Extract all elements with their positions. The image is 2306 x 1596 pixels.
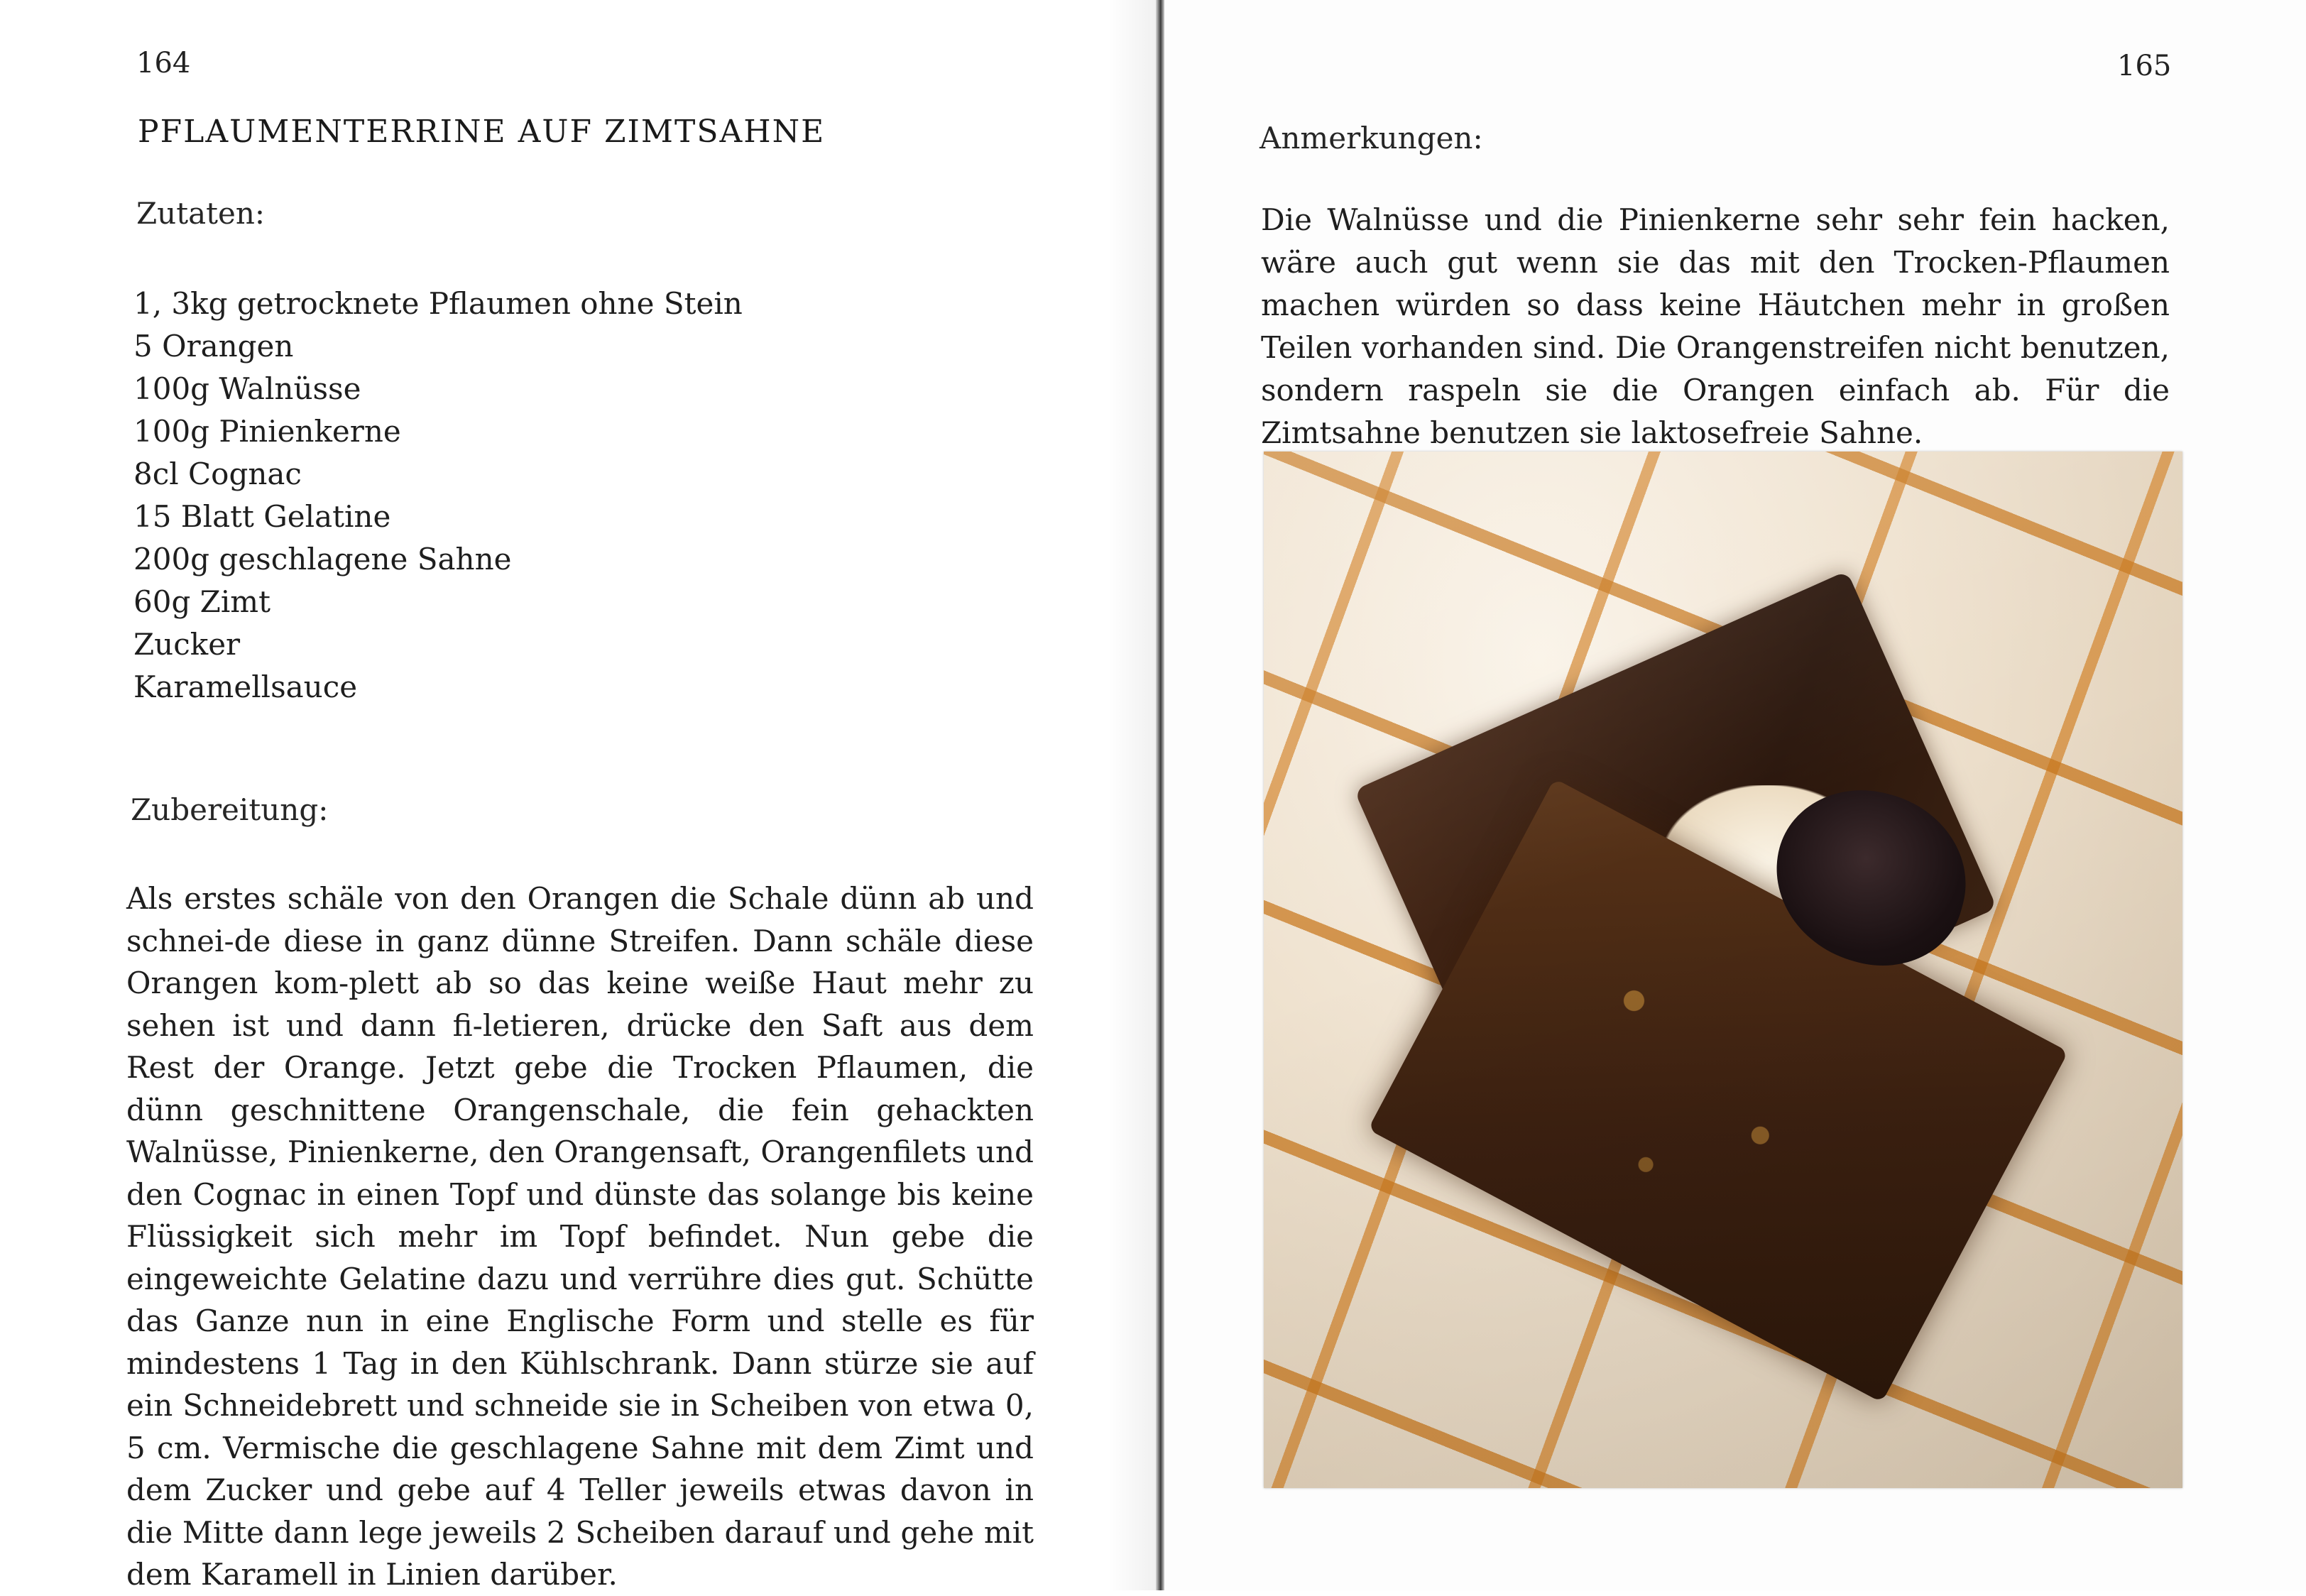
ingredient-item: 100g Walnüsse [133, 371, 361, 406]
ingredient-item: 1, 3kg getrocknete Pflaumen ohne Stein [133, 286, 743, 321]
book-gutter [1156, 0, 1164, 1590]
page-number-right: 165 [2117, 50, 2172, 82]
ingredient-item: 15 Blatt Gelatine [133, 499, 391, 534]
gutter-shadow [1108, 0, 1156, 1590]
ingredient-item: 100g Pinienkerne [133, 414, 401, 449]
ingredient-item: 200g geschlagene Sahne [133, 542, 512, 576]
page-number-left: 164 [136, 47, 191, 80]
notes-text: Die Walnüsse und die Pinienkerne sehr sehr fein hacken, wäre auch gut wenn sie das mit den Trocken-Pflaumen machen würden so dass keine Häutchen mehr in großen Teilen vorhanden sind. Die Orangenstreifen nicht benutzen, sondern raspeln sie die Orangen einfach ab. Für die Zimtsahne benutzen sie laktosefreie Sahne. [1261, 202, 2170, 450]
photo-highlight [1264, 452, 2182, 1488]
ingredient-item: 60g Zimt [133, 584, 271, 619]
ingredient-item: Karamellsauce [133, 669, 358, 704]
ingredient-item: Zucker [133, 627, 241, 662]
recipe-title: PFLAUMENTERRINE AUF ZIMTSAHNE [138, 114, 826, 150]
left-page [0, 0, 1156, 1590]
preparation-heading: Zubereitung: [131, 792, 329, 827]
ingredient-item: 5 Orangen [133, 329, 294, 364]
notes-heading: Anmerkungen: [1259, 121, 1483, 155]
ingredients-heading: Zutaten: [136, 196, 266, 231]
preparation-text: Als erstes schäle von den Orangen die Schale dünn ab und schnei-de diese in ganz dünne Streifen. Dann schäle diese Orangen kom-plett ab so das keine weiße Haut mehr zu sehen ist und dann fi-letieren, drücke den Saft aus dem Rest der Orange. Jetzt gebe die Trocken Pflaumen, die dünn geschnittene Orangenschale, die fein gehackten Walnüsse, Pinienkerne, den Orangensaft, Orangenfilets und den Cognac in einen Topf und dünste das solange bis keine Flüssigkeit sich mehr im Topf befindet. Nun gebe die eingeweichte Gelatine dazu und verrühre dies gut. Schütte das Ganze nun in eine Englische Form und stelle es für mindestens 1 Tag in den Kühlschrank. Dann stürze sie auf ein Schneidebrett und schneide sie in Scheiben von etwa 0, 5 cm. Vermische die geschlagene Sahne mit dem Zimt und dem Zucker und gebe auf 4 Teller jeweils etwas davon in die Mitte dann lege jeweils 2 Scheiben darauf und gehe mit dem Karamell in Linien darüber. [126, 881, 1034, 1592]
ingredients-list [133, 283, 743, 709]
ingredient-item: 8cl Cognac [133, 457, 302, 491]
dish-photo [1264, 452, 2182, 1488]
